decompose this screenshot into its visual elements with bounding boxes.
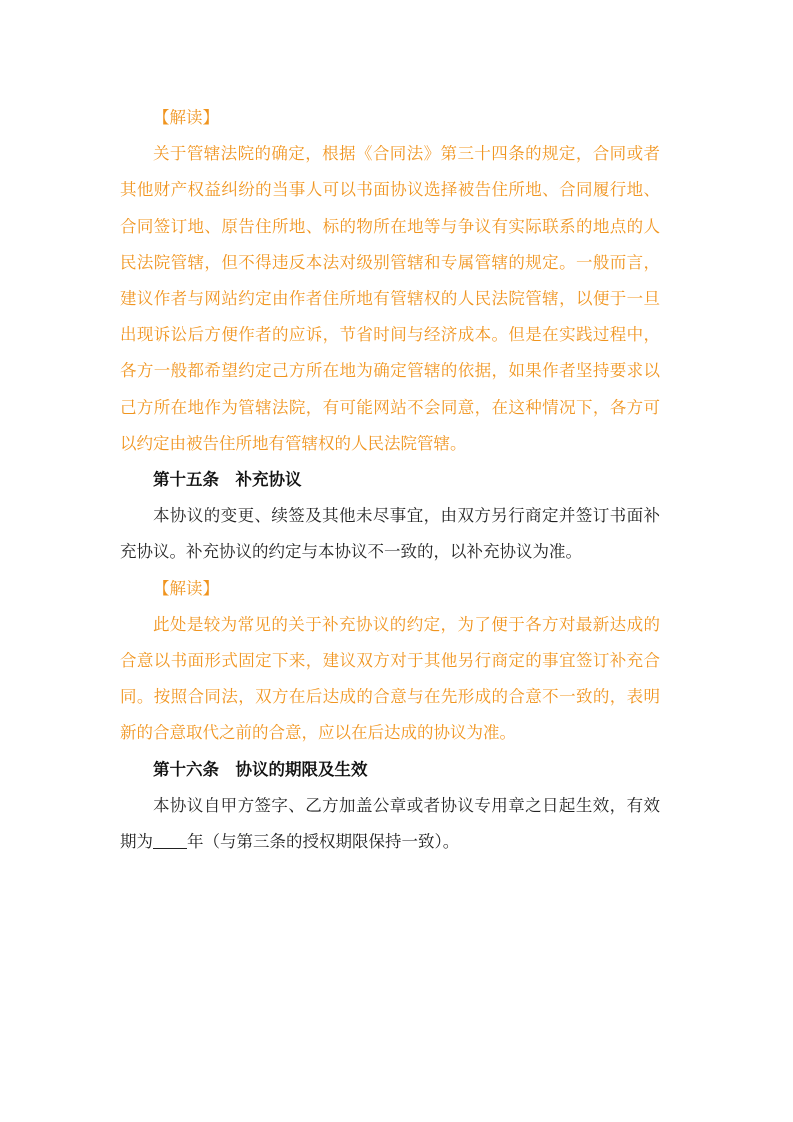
document-body [120,100,660,860]
interpretation-paragraph-1: 关于管辖法院的确定，根据《合同法》第三十四条的规定，合同或者其他财产权益纠纷的当事人可以书面协议选择被告住所地、合同履行地、合同签订地、原告住所地、标的物所在地等与争议有实际联系的地点的人民法院管辖，但不得违反本法对级别管辖和专属管辖的规定。一般而言，建议作者与网站约定由作者住所地有管辖权的人民法院管辖，以便于一旦出现诉讼后方便作者的应诉，节省时间与经济成本。但是在实践过程中，各方一般都希望约定己方所在地为确定管辖的依据，如果作者坚持要求以己方所在地作为管辖法院，有可能网站不会同意，在这种情况下，各方可以约定由被告住所地有管辖权的人民法院管辖。 [120,144,660,453]
article-16-text-before-blank: 本协议自甲方签字、乙方加盖公章或者协议专用章之日起生效，有效期为 [120,795,660,852]
article-16-paragraph [120,788,660,860]
interpretation-label-2: 【解读】 [153,578,219,598]
article-16-text-after-blank: 年（与第三条的授权期限保持一致）。 [187,832,460,852]
article-16-heading: 第十六条 协议的期限及生效 [153,759,368,779]
blank-underline [153,830,187,849]
interpretation-label-1: 【解读】 [153,108,219,127]
article-15-heading: 第十五条 补充协议 [153,470,302,490]
interpretation-paragraph-2: 此处是较为常见的关于补充协议的约定，为了便于各方对最新达成的合意以书面形式固定下来，建议双方对于其他另行商定的事宜签订补充合同。按照合同法，双方在后达成的合意与在先形成的合意不一致的，表明新的合意取代之前的合意，应以在后达成的协议为准。 [120,614,660,743]
article-15-paragraph: 本协议的变更、续签及其他未尽事宜，由双方另行商定并签订书面补充协议。补充协议的约定与本协议不一致的，以补充协议为准。 [120,506,660,562]
